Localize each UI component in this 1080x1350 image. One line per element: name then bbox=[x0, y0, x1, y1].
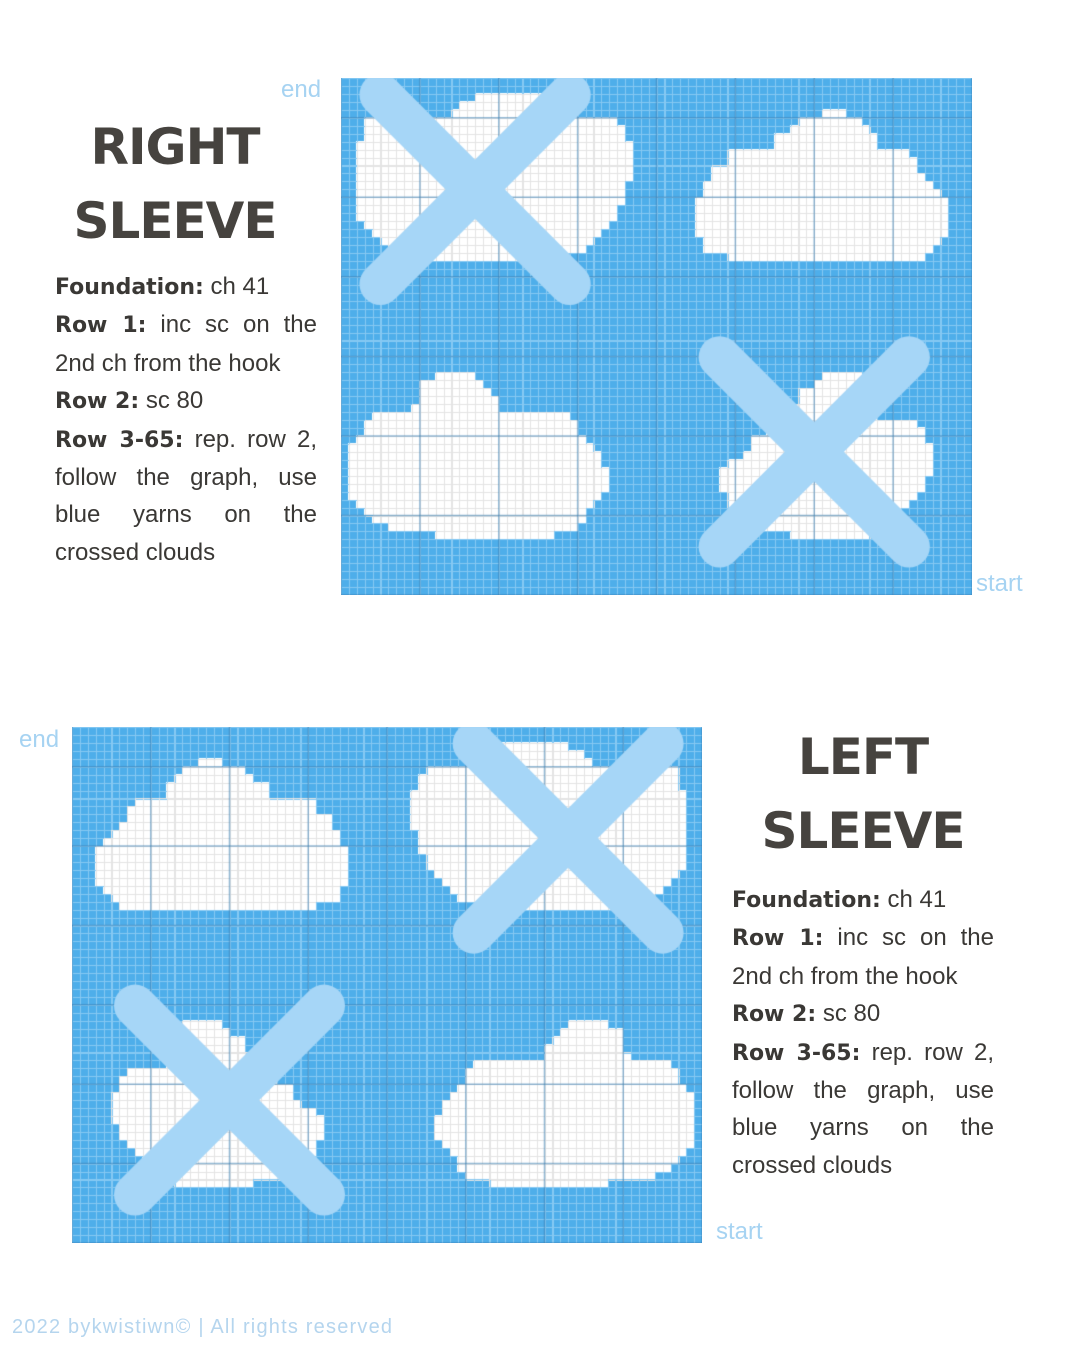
row3-line bbox=[732, 1034, 994, 1185]
foundation-value: ch 41 bbox=[880, 886, 947, 913]
right-sleeve-title-line1: RIGHT bbox=[90, 118, 260, 176]
row2-line bbox=[55, 382, 317, 420]
left-end-marker: end bbox=[19, 726, 60, 753]
copyright-footer: 2022 bykwistiwn© | All rights reserved bbox=[12, 1316, 394, 1338]
right-sleeve-title-line2: SLEEVE bbox=[73, 192, 277, 250]
foundation-value: ch 41 bbox=[203, 273, 270, 300]
row2-line bbox=[732, 995, 994, 1033]
right-sleeve-instructions bbox=[55, 268, 317, 571]
left-sleeve-title bbox=[738, 720, 988, 868]
row2-value: sc 80 bbox=[139, 387, 204, 415]
row1-value: inc sc on the 2nd ch from the hook bbox=[55, 311, 317, 377]
left-sleeve-instructions bbox=[732, 881, 994, 1184]
row1-value: inc sc on the 2nd ch from the hook bbox=[732, 924, 994, 990]
row2-value: sc 80 bbox=[816, 1000, 881, 1028]
row2-label: Row 2: bbox=[732, 1002, 817, 1028]
row3-label: Row 3-65: bbox=[55, 427, 184, 453]
left-sleeve-title-line2: SLEEVE bbox=[761, 802, 965, 860]
row3-value: rep. row 2, follow the graph, use blue yarns on the crossed clouds bbox=[55, 425, 317, 566]
foundation-line bbox=[732, 881, 994, 919]
row1-label: Row 1: bbox=[55, 313, 147, 339]
left-sleeve-graph-canvas bbox=[72, 727, 702, 1243]
left-sleeve-chart bbox=[72, 727, 702, 1243]
row3-label: Row 3-65: bbox=[732, 1040, 861, 1066]
row3-line bbox=[55, 421, 317, 572]
left-sleeve-title-line1: LEFT bbox=[797, 728, 929, 786]
foundation-line bbox=[55, 268, 317, 306]
right-sleeve-graph-canvas bbox=[341, 78, 972, 595]
right-sleeve-chart bbox=[341, 78, 972, 595]
foundation-label: Foundation: bbox=[55, 275, 204, 300]
row1-line bbox=[55, 306, 317, 382]
row1-line bbox=[732, 919, 994, 995]
right-sleeve-title bbox=[50, 110, 300, 258]
right-start-marker: start bbox=[976, 570, 1023, 597]
left-start-marker: start bbox=[716, 1218, 763, 1245]
foundation-label: Foundation: bbox=[732, 888, 881, 913]
row3-value: rep. row 2, follow the graph, use blue yarns on the crossed clouds bbox=[732, 1038, 994, 1179]
right-end-marker: end bbox=[281, 76, 322, 103]
row1-label: Row 1: bbox=[732, 926, 824, 952]
row2-label: Row 2: bbox=[55, 389, 140, 415]
